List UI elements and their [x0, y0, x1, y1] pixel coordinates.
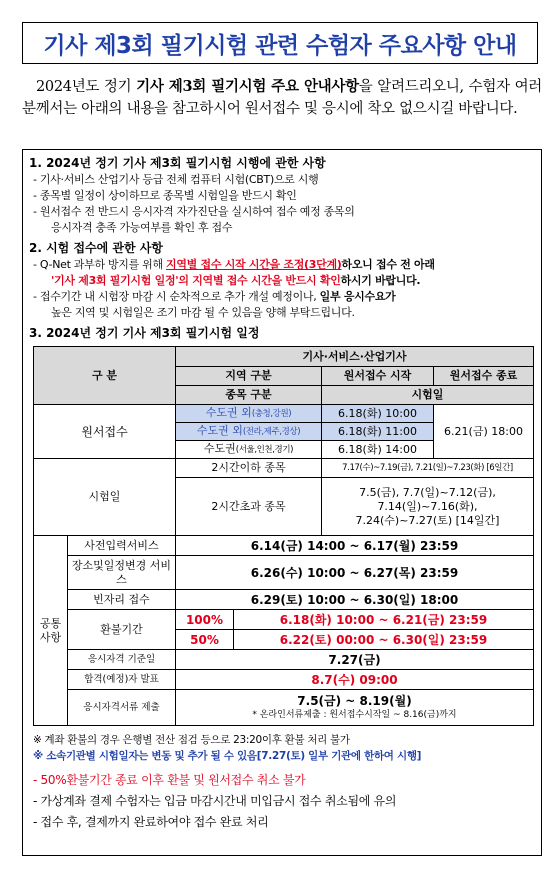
row-label-common: 공통 사항: [34, 536, 68, 726]
label-base-date: 응시자격 기준일: [68, 650, 176, 670]
row-label-exam-day: 시험일: [34, 459, 176, 536]
value-base-date: 7.27(금): [176, 650, 534, 670]
value-result: 8.7(수) 09:00: [176, 670, 534, 690]
label-result: 합격(예정)자 발표: [68, 670, 176, 690]
header-gubun: 구 분: [34, 347, 176, 405]
intro-text-c: 을 알려드리오니, 수험자 여러분께서는 아래의 내용을 참고하시어 원서접수 및 응시에 착오 없으시길 바랍니다.: [22, 79, 542, 117]
footer-note: - 접수 후, 결제까지 완료하여야 접수 완료 처리: [33, 815, 269, 829]
s2-b1-c: 하오니 접수 전 아래: [341, 258, 435, 271]
value-docs: 7.5(금) ~ 8.19(월) * 온라인서류제출 : 원서접수시작일 ~ 8.16(금)까지: [176, 690, 534, 726]
row-label-application: 원서접수: [34, 405, 176, 459]
region-cell: 수도권(서울,인천,경기): [176, 441, 322, 459]
label-change: 장소및일정변경 서비스: [68, 556, 176, 590]
section2-bullet-cont: 높은 지역 및 시험일은 조기 마감 될 수 있음을 양해 부탁드립니다.: [51, 306, 355, 319]
region-cell: 수도권 외(전라,제주,경상): [176, 423, 322, 441]
header-end: 원서접수 종료: [434, 367, 534, 386]
page-title: 기사 제3회 필기시험 관련 수험자 주요사항 안내: [43, 32, 517, 59]
section1-heading: 1. 2024년 정기 기사 제3회 필기시험 시행에 관한 사항: [29, 156, 326, 170]
refund-50-label: 50%: [176, 630, 234, 650]
exam-short-subject: 2시간이하 종목: [176, 459, 322, 478]
value-change: 6.26(수) 10:00 ~ 6.27(목) 23:59: [176, 556, 534, 590]
header-exam-day: 시험일: [322, 386, 534, 405]
s2-b1-a: - Q-Net 과부하 방지를 위해: [33, 258, 167, 271]
application-end: 6.21(금) 18:00: [434, 405, 534, 459]
section3-heading: 3. 2024년 정기 기사 제3회 필기시험 일정: [29, 326, 260, 340]
section2-bullet: [29, 257, 535, 273]
header-region: 지역 구분: [176, 367, 322, 386]
section1-bullet: - 종목별 일정이 상이하므로 종목별 시험일을 반드시 확인: [33, 189, 297, 202]
value-vacancy: 6.29(토) 10:00 ~ 6.30(일) 18:00: [176, 590, 534, 610]
section2-bullet: [29, 289, 535, 305]
title-box: [22, 22, 538, 64]
s2-b2-a: - 접수기간 내 시험장 마감 시 순차적으로 추가 개설 예정이나,: [33, 290, 320, 303]
region-start-time: 6.18(화) 14:00: [322, 441, 434, 459]
footer-note: - 가상계좌 결제 수험자는 입금 마감시간내 미입금시 접수 취소됨에 유의: [33, 794, 397, 808]
intro-text-bold: 기사 제3회 필기시험 주요 안내사항: [136, 78, 359, 95]
region-start-time: 6.18(화) 10:00: [322, 405, 434, 423]
label-refund: 환불기간: [68, 610, 176, 650]
section1-bullet-cont: 응시자격 충족 가능여부를 확인 후 접수: [51, 221, 233, 234]
section1-bullet: - 기사·서비스 산업기사 등급 전체 컴퓨터 시험(CBT)으로 시행: [33, 173, 319, 186]
intro-text-a: 2024년도 정기: [36, 79, 137, 95]
section1-bullet: - 원서접수 전 반드시 응시자격 자가진단을 실시하여 접수 예정 종목의: [33, 205, 355, 218]
header-grade: 기사·서비스·산업기사: [176, 347, 534, 367]
s2-b1c-a: '기사 제3회 필기시험 일정'의 지역별 접수 시간을 반드시 확인: [51, 274, 341, 287]
s2-b1c-b: 하시기 바랍니다.: [340, 274, 421, 287]
footer-note: - 50%환불기간 종료 이후 환불 및 원서접수 취소 불가: [33, 773, 306, 787]
s2-b2-b: 일부 응시수요가: [319, 290, 396, 303]
refund-100-label: 100%: [176, 610, 234, 630]
refund-50-value: 6.22(토) 00:00 ~ 6.30(일) 23:59: [234, 630, 534, 650]
header-subject: 종목 구분: [176, 386, 322, 405]
exam-long-subject: 2시간초과 종목: [176, 478, 322, 536]
exam-long-dates: 7.5(금), 7.7(일)~7.12(금), 7.14(일)~7.16(화), 7.24(수)~7.27(토) [14일간]: [322, 478, 534, 536]
region-start-time: 6.18(화) 11:00: [322, 423, 434, 441]
label-pre-input: 사전입력서비스: [68, 536, 176, 556]
region-cell: 수도권 외(충청,강원): [176, 405, 322, 423]
main-content-box: [22, 149, 542, 856]
footer-note: ※ 계좌 환불의 경우 은행별 전산 점검 등으로 23:20이후 환불 처리 불가: [33, 734, 350, 746]
section2-heading: 2. 시험 접수에 관한 사항: [29, 241, 163, 255]
exam-short-dates: 7.17(수)~7.19(금), 7.21(일)~7.23(화) [6일간]: [322, 459, 534, 478]
label-docs: 응시자격서류 제출: [68, 690, 176, 726]
section2-bullet-cont: [29, 273, 535, 289]
intro-paragraph: [22, 76, 542, 120]
label-vacancy: 빈자리 접수: [68, 590, 176, 610]
schedule-table: [33, 346, 534, 726]
value-pre-input: 6.14(금) 14:00 ~ 6.17(월) 23:59: [176, 536, 534, 556]
s2-b1-b: 지역별 접수 시작 시간을 조정(3단계): [166, 258, 342, 271]
refund-100-value: 6.18(화) 10:00 ~ 6.21(금) 23:59: [234, 610, 534, 630]
header-start: 원서접수 시작: [322, 367, 434, 386]
footer-note: ※ 소속기관별 시험일자는 변동 및 추가 될 수 있음[7.27(토) 일부 기관에 한하여 시행]: [33, 750, 422, 762]
